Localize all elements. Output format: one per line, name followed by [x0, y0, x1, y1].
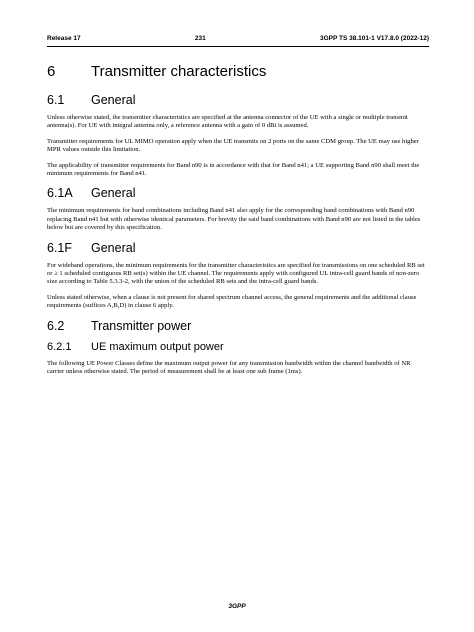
paragraph: The applicability of transmitter requirements for Band n90 is in accordance with that for Band n41; a UE supporting Band n90 shall meet the minimum requirements for Band n41. [47, 161, 420, 178]
heading-6-2 [47, 318, 429, 334]
heading-number: 6.2 [47, 318, 65, 333]
heading-number: 6.1A [47, 186, 73, 201]
heading-6-2-1 [47, 340, 429, 354]
heading-title: General [91, 186, 136, 201]
heading-number: 6.1 [47, 93, 65, 107]
heading-title: UE maximum output power [91, 340, 224, 353]
heading-title: General [91, 240, 136, 255]
heading-6 [47, 62, 429, 82]
page-number: 231 [194, 34, 206, 42]
paragraph: For wideband operations, the minimum requirements for the transmitter characteristics are specified for transmissions on one scheduled RB set or ≥ 1 scheduled contiguous RB set(s) within the UE channel. The requirements apply with configured UL intra-cell guard bands of non-zero size according to Table 5.3.3-2, with the union of the scheduled RB sets and the intra-cell guard bands. [47, 261, 425, 286]
heading-6-1 [47, 92, 429, 108]
paragraph: Unless otherwise stated, the transmitter characteristics are specified at the antenna connector of the UE with a single or multiple transmit antenna(s). For UE with integral antenna only, a reference antenna with a gain of 0 dBi is assumed. [47, 114, 408, 130]
paragraph: Unless stated otherwise, when a clause is not present for shared spectrum channel access, the general requirements and the additional clause requirements (suffices A,B,D) in clause 6 apply. [47, 293, 417, 310]
page-footer: 3GPP [228, 603, 246, 610]
heading-number: 6.2.1 [47, 340, 72, 353]
heading-title: Transmitter power [91, 318, 192, 333]
page-header [47, 33, 429, 43]
document-body [47, 62, 429, 384]
heading-number: 6.1F [47, 240, 73, 255]
spec-id: 3GPP TS 38.101-1 V17.8.0 (2022-12) [319, 34, 429, 42]
heading-6-1a [47, 185, 429, 201]
paragraph: The minimum requirements for band combinations including Band n41 also apply for the corresponding band combinations with Band n90 replacing Band n41 but with otherwise identical parameters. For brevity the said band combinations with Band n90 are not listed in the tables below but are covered by this specification. [47, 207, 421, 232]
heading-title: General [91, 93, 136, 107]
heading-6-1f [47, 240, 429, 256]
release-label: Release 17 [47, 34, 81, 42]
paragraph: Transmitter requirements for UL MIMO operation apply when the UE transmits on 2 ports on the same CDM group. The UE may use higher MPR values outside this limitation. [47, 137, 419, 154]
header-rule [47, 46, 429, 47]
heading-number: 6 [47, 63, 56, 80]
paragraph: The following UE Power Classes define the maximum output power for any transmission bandwidth within the channel bandwidth of NR carrier unless otherwise stated. The period of measurement shall be at least one sub frame (1ms). [47, 359, 411, 376]
heading-title: Transmitter characteristics [91, 63, 267, 80]
